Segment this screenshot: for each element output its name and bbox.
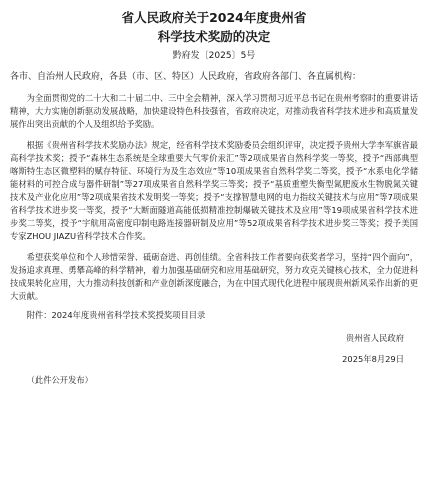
paragraph-awards: 根据《贵州省科学技术奖励办法》规定，经省科学技术奖励委员会组织评审，决定授予贵州大学李军旗省最高科学技术奖；授予“森林生态系统是全球重要大气零价汞汇”等2项成果省自然科学奖一等奖，授予“西部典型喀斯特生态区微塑料的赋存特征、环境行为及生态效应”等10项成果省自然科学奖二等奖，授予“水系电化学储能材料的可控合成与器件研制”等27项成果省自然科学奖三等奖；授予“基质重塑失衡型氮肥废水生物脱氮关键技术及产业化应用”等2项成果省技术发明奖一等奖；授予“支撑智慧电网的电力指纹关键技术与应用”等7项成果省科学技术进步奖一等奖，授予“大断面隧道高能低损精准控制爆破关键技术及应用”等19项成果省科学技术进步奖二等奖，授予“宇航用高密度印制电路连接器研制及应用”等52项成果省科学技术进步奖三等奖；授予美国专家ZHOU JIAZU省科学技术合作奖。 xyxy=(10,140,418,241)
title-line-2: 科学技术奖励的决定 xyxy=(157,29,271,44)
paragraph-purpose: 为全面贯彻党的二十大和二十届二中、三中全会精神，深入学习贯彻习近平总书记在贵州考察时的重要讲话精神，大力实施创新驱动发展战略，加快建设特色科技强省，省政府决定，对推动我省科学技术进步和高质量发展作出突出贡献的个人及组织给予奖励。 xyxy=(10,93,418,129)
title-line-1: 省人民政府关于2024年度贵州省 xyxy=(121,10,307,25)
addressee: 各市、自治州人民政府，各县（市、区、特区）人民政府，省政府各部门、各直属机构： xyxy=(10,72,362,82)
paragraph-encouragement: 希望获奖单位和个人珍惜荣誉、砥砺奋进、再创佳绩。全省科技工作者要向获奖者学习，坚持“四个面向”，发扬追求真理、勇攀高峰的科学精神，着力加强基础研究和应用基础研究，努力攻克关键核心技术，全力促进科技成果转化应用，大力推动科技创新和产业创新深度融合，为在中国式现代化进程中展现贵州新风采作出新的更大贡献。 xyxy=(10,252,418,301)
document-number: 黔府发〔2025〕5号 xyxy=(172,51,256,61)
signature-date: 2025年8月29日 xyxy=(342,354,404,364)
publication-note: （此件公开发布） xyxy=(26,375,93,385)
signature-organization: 贵州省人民政府 xyxy=(345,333,404,343)
attachment-line: 附件：2024年度贵州省科学技术奖授奖项目目录 xyxy=(26,310,206,320)
document-title xyxy=(10,8,418,46)
